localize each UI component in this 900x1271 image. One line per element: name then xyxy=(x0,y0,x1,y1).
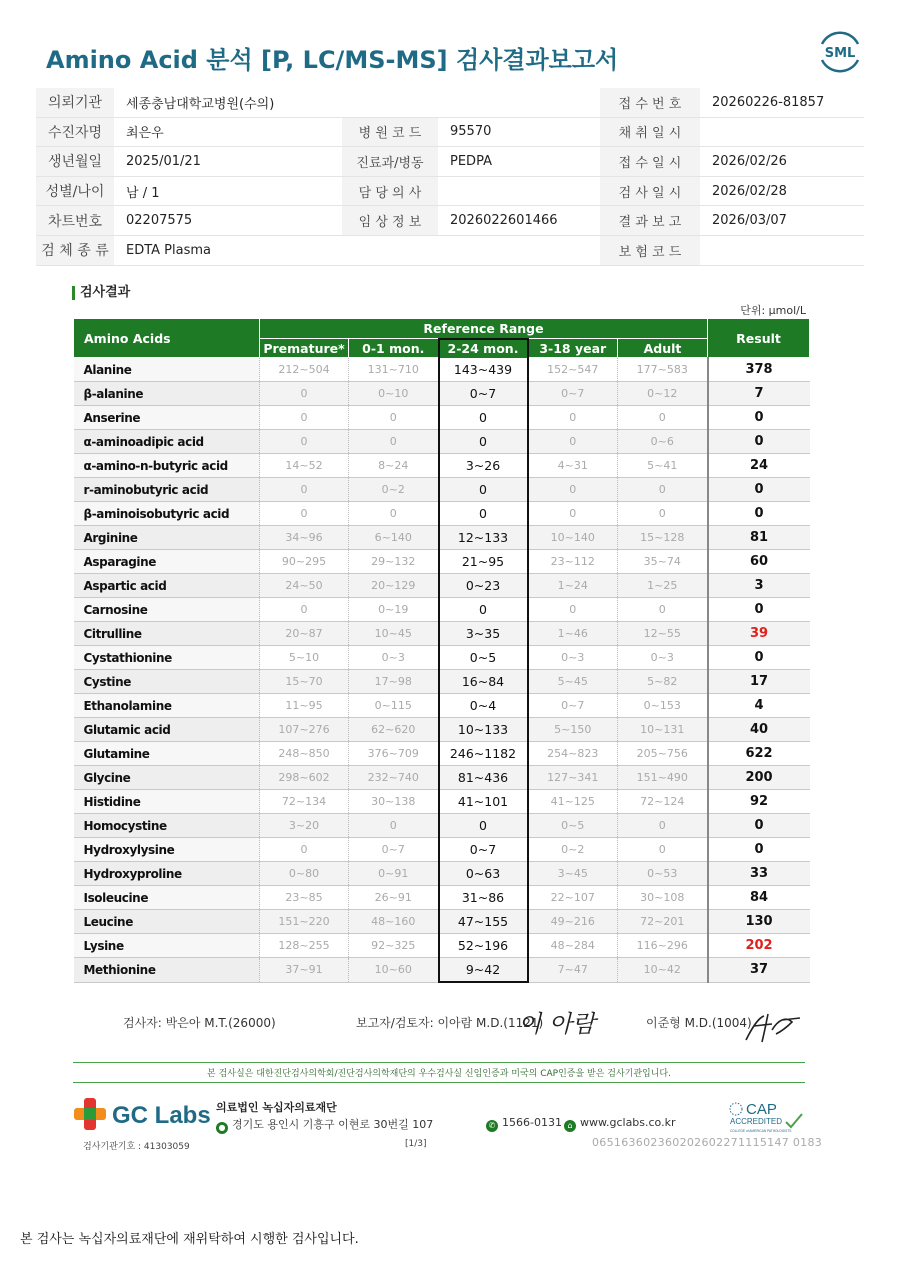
accreditation-notice: 본 검사실은 대한진단검사의학회/진단검사의학재단의 우수검사실 신임인증과 미국의 CAP인증을 받은 검사기관입니다. xyxy=(207,1069,671,1079)
info-label: 의뢰기관 xyxy=(36,88,114,117)
amino-acid-name: Isoleucine xyxy=(74,886,260,910)
result-value: 378 xyxy=(708,358,810,382)
ref-range-y3-18: 5~150 xyxy=(528,718,618,742)
ref-range-premature: 0 xyxy=(260,382,349,406)
table-row xyxy=(74,742,810,766)
ref-range-m0-1: 10~45 xyxy=(349,622,439,646)
ref-range-adult: 205~756 xyxy=(618,742,708,766)
org-website[interactable] xyxy=(564,1116,676,1132)
patient-info-row xyxy=(36,206,864,236)
amino-acid-name: Histidine xyxy=(74,790,260,814)
info-value xyxy=(700,117,864,147)
table-row xyxy=(74,934,810,958)
address-text: 경기도 용인시 기흥구 이현로 30번길 107 xyxy=(232,1118,434,1131)
ref-range-m2-24: 16~84 xyxy=(439,670,528,694)
table-row xyxy=(74,958,810,983)
ref-range-m2-24: 31~86 xyxy=(439,886,528,910)
ref-range-premature: 0 xyxy=(260,406,349,430)
ref-range-y3-18: 152~547 xyxy=(528,358,618,382)
ref-range-adult: 10~131 xyxy=(618,718,708,742)
ref-range-premature: 3~20 xyxy=(260,814,349,838)
ref-range-premature: 212~504 xyxy=(260,358,349,382)
result-value: 202 xyxy=(708,934,810,958)
info-label xyxy=(342,88,438,117)
result-value: 0 xyxy=(708,646,810,670)
result-value: 3 xyxy=(708,574,810,598)
ref-range-adult: 35~74 xyxy=(618,550,708,574)
ref-range-adult: 0 xyxy=(618,814,708,838)
ref-range-y3-18: 1~46 xyxy=(528,622,618,646)
ref-range-y3-18: 4~31 xyxy=(528,454,618,478)
ref-range-m0-1: 10~60 xyxy=(349,958,439,983)
info-label: 검 사 일 시 xyxy=(600,176,700,206)
ref-range-adult: 116~296 xyxy=(618,934,708,958)
ref-range-y3-18: 0~2 xyxy=(528,838,618,862)
table-row xyxy=(74,358,810,382)
ref-range-m0-1: 0 xyxy=(349,814,439,838)
phone-text: 1566-0131 xyxy=(502,1116,562,1129)
amino-acid-name: β-aminoisobutyric acid xyxy=(74,502,260,526)
table-row xyxy=(74,430,810,454)
result-value: 7 xyxy=(708,382,810,406)
ref-range-premature: 14~52 xyxy=(260,454,349,478)
info-value: 2026/02/28 xyxy=(700,176,864,206)
ref-range-premature: 90~295 xyxy=(260,550,349,574)
info-label xyxy=(342,235,438,265)
info-value xyxy=(438,88,600,117)
header-2-24-mon: 2-24 mon. xyxy=(439,339,528,358)
table-row xyxy=(74,574,810,598)
ref-range-m0-1: 0 xyxy=(349,502,439,526)
amino-acid-name: Anserine xyxy=(74,406,260,430)
ref-range-m0-1: 17~98 xyxy=(349,670,439,694)
ref-range-adult: 177~583 xyxy=(618,358,708,382)
amino-acid-name: Glutamic acid xyxy=(74,718,260,742)
ref-range-adult: 0~53 xyxy=(618,862,708,886)
ref-range-adult: 0~6 xyxy=(618,430,708,454)
ref-range-m0-1: 131~710 xyxy=(349,358,439,382)
info-label: 성별/나이 xyxy=(36,176,114,206)
amino-acid-name: Glycine xyxy=(74,766,260,790)
ref-range-adult: 1~25 xyxy=(618,574,708,598)
ref-range-premature: 23~85 xyxy=(260,886,349,910)
info-label: 검 체 종 류 xyxy=(36,235,114,265)
info-label: 임 상 정 보 xyxy=(342,206,438,236)
org-name: 의료법인 녹십자의료재단 xyxy=(216,1101,337,1114)
ref-range-m0-1: 232~740 xyxy=(349,766,439,790)
reporter-signature: 보고자/검토자: 이아람 M.D.(1121) xyxy=(356,1016,544,1030)
amino-acid-name: Hydroxylysine xyxy=(74,838,260,862)
location-icon: ● xyxy=(216,1122,228,1134)
ref-range-m2-24: 3~35 xyxy=(439,622,528,646)
ref-range-m0-1: 8~24 xyxy=(349,454,439,478)
result-value: 4 xyxy=(708,694,810,718)
barcode-number: 065163602360202602271115147 0183 xyxy=(592,1136,823,1149)
table-row xyxy=(74,910,810,934)
institution-code: 검사기관기호 : 41303059 xyxy=(83,1142,190,1152)
ref-range-premature: 5~10 xyxy=(260,646,349,670)
ref-range-m2-24: 0~63 xyxy=(439,862,528,886)
ref-range-m2-24: 52~196 xyxy=(439,934,528,958)
result-value: 92 xyxy=(708,790,810,814)
ref-range-m2-24: 143~439 xyxy=(439,358,528,382)
result-value: 24 xyxy=(708,454,810,478)
report-title: Amino Acid 분석 [P, LC/MS-MS] 검사결과보고서 xyxy=(46,46,619,74)
table-row xyxy=(74,814,810,838)
ref-range-y3-18: 23~112 xyxy=(528,550,618,574)
table-row xyxy=(74,790,810,814)
ref-range-m0-1: 0~7 xyxy=(349,838,439,862)
sml-logo-text: SML xyxy=(824,46,856,61)
ref-range-m0-1: 0~91 xyxy=(349,862,439,886)
info-label: 생년월일 xyxy=(36,147,114,177)
amino-acid-name: β-alanine xyxy=(74,382,260,406)
ref-range-premature: 0 xyxy=(260,430,349,454)
info-value: 2026/03/07 xyxy=(700,206,864,236)
ref-range-m2-24: 12~133 xyxy=(439,526,528,550)
info-label: 차트번호 xyxy=(36,206,114,236)
ref-range-adult: 0 xyxy=(618,478,708,502)
ref-range-premature: 34~96 xyxy=(260,526,349,550)
ref-range-y3-18: 49~216 xyxy=(528,910,618,934)
result-value: 0 xyxy=(708,406,810,430)
info-label: 수진자명 xyxy=(36,117,114,147)
ref-range-y3-18: 0~7 xyxy=(528,694,618,718)
ref-range-premature: 128~255 xyxy=(260,934,349,958)
header-0-1-mon: 0-1 mon. xyxy=(349,339,439,358)
ref-range-y3-18: 0~7 xyxy=(528,382,618,406)
table-row xyxy=(74,598,810,622)
ref-range-y3-18: 10~140 xyxy=(528,526,618,550)
ref-range-adult: 5~82 xyxy=(618,670,708,694)
ref-range-m0-1: 26~91 xyxy=(349,886,439,910)
header-amino-acids: Amino Acids xyxy=(74,319,260,358)
ref-range-m2-24: 0 xyxy=(439,406,528,430)
ref-range-m0-1: 6~140 xyxy=(349,526,439,550)
patient-info-table xyxy=(36,88,864,266)
amino-acid-name: Glutamine xyxy=(74,742,260,766)
info-value xyxy=(438,176,600,206)
info-value: EDTA Plasma xyxy=(114,235,342,265)
info-value: 20260226-81857 xyxy=(700,88,864,117)
result-value: 40 xyxy=(708,718,810,742)
ref-range-premature: 0 xyxy=(260,838,349,862)
table-row xyxy=(74,670,810,694)
amino-acid-name: Hydroxyproline xyxy=(74,862,260,886)
ref-range-m0-1: 0~10 xyxy=(349,382,439,406)
home-icon: ⌂ xyxy=(564,1120,576,1132)
ref-range-y3-18: 0~3 xyxy=(528,646,618,670)
info-value: PEDPA xyxy=(438,147,600,177)
patient-info-row xyxy=(36,117,864,147)
ref-range-m2-24: 246~1182 xyxy=(439,742,528,766)
director-handwritten-signature xyxy=(742,1006,806,1046)
amino-acid-name: Cystathionine xyxy=(74,646,260,670)
info-value: 최은우 xyxy=(114,117,342,147)
result-value: 33 xyxy=(708,862,810,886)
ref-range-adult: 0 xyxy=(618,502,708,526)
result-value: 0 xyxy=(708,814,810,838)
amino-acid-name: Lysine xyxy=(74,934,260,958)
ref-range-y3-18: 3~45 xyxy=(528,862,618,886)
ref-range-m2-24: 0 xyxy=(439,598,528,622)
table-row xyxy=(74,550,810,574)
ref-range-y3-18: 22~107 xyxy=(528,886,618,910)
ref-range-m0-1: 376~709 xyxy=(349,742,439,766)
sml-logo xyxy=(816,30,864,74)
ref-range-adult: 0 xyxy=(618,406,708,430)
table-row xyxy=(74,718,810,742)
table-row xyxy=(74,406,810,430)
table-row xyxy=(74,622,810,646)
patient-info-row xyxy=(36,176,864,206)
ref-range-premature: 15~70 xyxy=(260,670,349,694)
table-row xyxy=(74,862,810,886)
ref-range-m2-24: 0~5 xyxy=(439,646,528,670)
outsourcing-note: 본 검사는 녹십자의료재단에 재위탁하여 시행한 검사입니다. xyxy=(20,1232,359,1247)
amino-acid-name: Aspartic acid xyxy=(74,574,260,598)
amino-acid-name: Arginine xyxy=(74,526,260,550)
ref-range-m2-24: 3~26 xyxy=(439,454,528,478)
ref-range-premature: 20~87 xyxy=(260,622,349,646)
ref-range-premature: 0 xyxy=(260,502,349,526)
ref-range-m2-24: 0 xyxy=(439,814,528,838)
result-value: 0 xyxy=(708,838,810,862)
info-value: 남 / 1 xyxy=(114,176,342,206)
gc-labs-logo xyxy=(72,1094,212,1134)
result-value: 81 xyxy=(708,526,810,550)
info-value xyxy=(700,235,864,265)
table-row xyxy=(74,454,810,478)
footer-divider-bottom xyxy=(73,1082,805,1083)
ref-range-m0-1: 20~129 xyxy=(349,574,439,598)
ref-range-m2-24: 0~7 xyxy=(439,838,528,862)
amino-acid-name: α-amino-n-butyric acid xyxy=(74,454,260,478)
header-result: Result xyxy=(708,319,810,358)
header-adult: Adult xyxy=(618,339,708,358)
table-row xyxy=(74,526,810,550)
ref-range-premature: 0~80 xyxy=(260,862,349,886)
result-value: 37 xyxy=(708,958,810,983)
ref-range-adult: 151~490 xyxy=(618,766,708,790)
header-reference-range: Reference Range xyxy=(260,319,708,339)
amino-acid-name: Asparagine xyxy=(74,550,260,574)
ref-range-m2-24: 0~4 xyxy=(439,694,528,718)
patient-info-row xyxy=(36,88,864,117)
ref-range-premature: 24~50 xyxy=(260,574,349,598)
header-3-18-year: 3-18 year xyxy=(528,339,618,358)
ref-range-m0-1: 29~132 xyxy=(349,550,439,574)
ref-range-y3-18: 0 xyxy=(528,406,618,430)
page-number: [1/3] xyxy=(405,1139,427,1149)
amino-acid-name: Citrulline xyxy=(74,622,260,646)
info-label: 채 취 일 시 xyxy=(600,117,700,147)
ref-range-y3-18: 0 xyxy=(528,430,618,454)
patient-info-row xyxy=(36,235,864,265)
info-value: 2025/01/21 xyxy=(114,147,342,177)
ref-range-m0-1: 0 xyxy=(349,406,439,430)
ref-range-m2-24: 0 xyxy=(439,430,528,454)
ref-range-adult: 0 xyxy=(618,838,708,862)
result-value: 0 xyxy=(708,478,810,502)
ref-range-m2-24: 9~42 xyxy=(439,958,528,983)
ref-range-premature: 11~95 xyxy=(260,694,349,718)
info-label: 진료과/병동 xyxy=(342,147,438,177)
ref-range-adult: 12~55 xyxy=(618,622,708,646)
amino-acid-name: Ethanolamine xyxy=(74,694,260,718)
ref-range-premature: 0 xyxy=(260,598,349,622)
unit-label: 단위: μmol/L xyxy=(740,304,806,317)
ref-range-adult: 5~41 xyxy=(618,454,708,478)
info-value: 세종충남대학교병원(수의) xyxy=(114,88,342,117)
patient-info-row xyxy=(36,147,864,177)
result-value: 0 xyxy=(708,598,810,622)
info-label: 결 과 보 고 xyxy=(600,206,700,236)
amino-acid-name: Cystine xyxy=(74,670,260,694)
director-signature: 이준형 M.D.(1004) xyxy=(646,1016,752,1030)
ref-range-m2-24: 0~23 xyxy=(439,574,528,598)
org-address xyxy=(216,1116,433,1134)
ref-range-m2-24: 81~436 xyxy=(439,766,528,790)
ref-range-m0-1: 62~620 xyxy=(349,718,439,742)
cap-accredited-text: ACCREDITED xyxy=(730,1117,783,1126)
amino-acid-name: Alanine xyxy=(74,358,260,382)
ref-range-m2-24: 21~95 xyxy=(439,550,528,574)
amino-acid-name: Homocystine xyxy=(74,814,260,838)
ref-range-y3-18: 127~341 xyxy=(528,766,618,790)
ref-range-y3-18: 7~47 xyxy=(528,958,618,983)
ref-range-m0-1: 0~3 xyxy=(349,646,439,670)
ref-range-m2-24: 41~101 xyxy=(439,790,528,814)
amino-acid-name: r-aminobutyric acid xyxy=(74,478,260,502)
ref-range-y3-18: 0 xyxy=(528,502,618,526)
ref-range-adult: 72~201 xyxy=(618,910,708,934)
table-row xyxy=(74,694,810,718)
amino-acid-results-table xyxy=(73,318,810,983)
ref-range-y3-18: 0 xyxy=(528,478,618,502)
phone-icon: ✆ xyxy=(486,1120,498,1132)
table-row xyxy=(74,766,810,790)
table-row xyxy=(74,838,810,862)
result-value: 130 xyxy=(708,910,810,934)
ref-range-premature: 107~276 xyxy=(260,718,349,742)
ref-range-y3-18: 1~24 xyxy=(528,574,618,598)
result-value: 17 xyxy=(708,670,810,694)
table-row xyxy=(74,886,810,910)
amino-acid-name: Leucine xyxy=(74,910,260,934)
result-value: 39 xyxy=(708,622,810,646)
result-value: 622 xyxy=(708,742,810,766)
ref-range-adult: 30~108 xyxy=(618,886,708,910)
footer-divider-top xyxy=(73,1062,805,1063)
ref-range-adult: 0~153 xyxy=(618,694,708,718)
ref-range-m0-1: 0~115 xyxy=(349,694,439,718)
ref-range-m2-24: 0 xyxy=(439,478,528,502)
ref-range-m0-1: 0~19 xyxy=(349,598,439,622)
ref-range-premature: 0 xyxy=(260,478,349,502)
result-value: 0 xyxy=(708,430,810,454)
ref-range-m0-1: 0~2 xyxy=(349,478,439,502)
ref-range-adult: 0 xyxy=(618,598,708,622)
gc-labs-logo-text: GC Labs xyxy=(112,1102,211,1129)
results-section-title: 검사결과 xyxy=(72,286,130,300)
ref-range-y3-18: 254~823 xyxy=(528,742,618,766)
header-premature: Premature* xyxy=(260,339,349,358)
info-value xyxy=(438,235,600,265)
result-value: 60 xyxy=(708,550,810,574)
ref-range-premature: 298~602 xyxy=(260,766,349,790)
ref-range-adult: 0~12 xyxy=(618,382,708,406)
info-value: 95570 xyxy=(438,117,600,147)
ref-range-premature: 37~91 xyxy=(260,958,349,983)
info-label: 보 험 코 드 xyxy=(600,235,700,265)
website-text[interactable]: www.gclabs.co.kr xyxy=(580,1116,676,1129)
info-label: 접 수 번 호 xyxy=(600,88,700,117)
ref-range-y3-18: 5~45 xyxy=(528,670,618,694)
result-value: 84 xyxy=(708,886,810,910)
cap-text: CAP xyxy=(746,1101,777,1118)
info-label: 병 원 코 드 xyxy=(342,117,438,147)
amino-acid-name: Carnosine xyxy=(74,598,260,622)
ref-range-premature: 72~134 xyxy=(260,790,349,814)
amino-acid-name: α-aminoadipic acid xyxy=(74,430,260,454)
ref-range-adult: 72~124 xyxy=(618,790,708,814)
result-value: 0 xyxy=(708,502,810,526)
ref-range-premature: 151~220 xyxy=(260,910,349,934)
ref-range-y3-18: 0 xyxy=(528,598,618,622)
ref-range-m2-24: 0~7 xyxy=(439,382,528,406)
info-label: 접 수 일 시 xyxy=(600,147,700,177)
ref-range-m2-24: 10~133 xyxy=(439,718,528,742)
ref-range-m2-24: 0 xyxy=(439,502,528,526)
info-value: 2026/02/26 xyxy=(700,147,864,177)
table-row xyxy=(74,502,810,526)
table-row xyxy=(74,382,810,406)
examiner-signature: 검사자: 박은아 M.T.(26000) xyxy=(123,1016,276,1030)
ref-range-adult: 15~128 xyxy=(618,526,708,550)
ref-range-y3-18: 0~5 xyxy=(528,814,618,838)
info-value: 02207575 xyxy=(114,206,342,236)
ref-range-m0-1: 48~160 xyxy=(349,910,439,934)
info-value: 2026022601466 xyxy=(438,206,600,236)
cap-accredited-logo xyxy=(728,1100,808,1134)
ref-range-adult: 0~3 xyxy=(618,646,708,670)
result-value: 200 xyxy=(708,766,810,790)
info-label: 담 당 의 사 xyxy=(342,176,438,206)
ref-range-m2-24: 47~155 xyxy=(439,910,528,934)
ref-range-m0-1: 30~138 xyxy=(349,790,439,814)
reporter-handwritten-signature: 이 아람 xyxy=(518,1010,596,1038)
ref-range-adult: 10~42 xyxy=(618,958,708,983)
ref-range-m0-1: 92~325 xyxy=(349,934,439,958)
table-row xyxy=(74,478,810,502)
org-phone xyxy=(486,1116,562,1132)
ref-range-premature: 248~850 xyxy=(260,742,349,766)
ref-range-y3-18: 41~125 xyxy=(528,790,618,814)
table-row xyxy=(74,646,810,670)
cap-college-text: COLLEGE of AMERICAN PATHOLOGISTS xyxy=(730,1129,792,1133)
ref-range-m0-1: 0 xyxy=(349,430,439,454)
amino-acid-name: Methionine xyxy=(74,958,260,983)
ref-range-y3-18: 48~284 xyxy=(528,934,618,958)
